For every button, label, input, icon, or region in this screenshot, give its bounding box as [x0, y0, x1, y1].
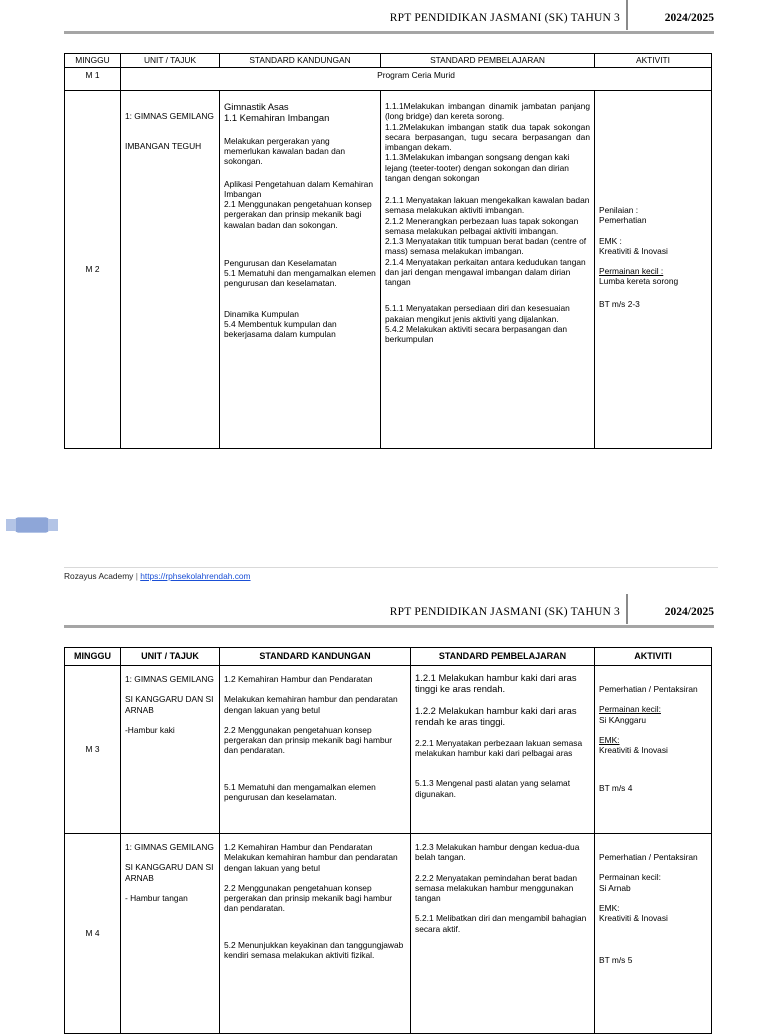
- penilaian-text: Pemerhatian / Pentaksiran: [599, 852, 698, 862]
- col-sk: STANDARD KANDUNGAN: [220, 648, 411, 666]
- page2-header: [64, 594, 714, 626]
- aktiviti-cell: [595, 834, 712, 1034]
- table-row-m3: [65, 666, 712, 834]
- table-header-row: [65, 648, 712, 666]
- week-cell: M 3: [65, 666, 121, 834]
- sp-item: 5.2.1 Melibatkan diri dan mengambil bahagian secara aktif.: [415, 913, 587, 934]
- sp-item: 2.2.2 Menyatakan pemindahan berat badan semasa melakukan hambur menggunakan tangan: [415, 872, 578, 903]
- header-rule: [64, 31, 714, 34]
- sk-item: Gimnastik Asas 1.1 Kemahiran Imbangan: [224, 101, 330, 124]
- program-cell: Program Ceria Murid: [121, 68, 712, 91]
- aktiviti-cell: [595, 666, 712, 834]
- col-sp: STANDARD PEMBELAJARAN: [411, 648, 595, 666]
- sp-item: 1.2.1 Melakukan hambur kaki dari aras tinggi ke aras rendah.: [415, 672, 577, 695]
- col-minggu: MINGGU: [65, 648, 121, 666]
- table-header-row: [65, 54, 712, 68]
- sk-item: 5.1 Mematuhi dan mengamalkan elemen pengurusan dan keselamatan.: [224, 781, 376, 802]
- col-unit: UNIT / TAJUK: [121, 54, 220, 68]
- sp-item: 1.1.1Melakukan imbangan dinamik jambatan panjang (long bridge) dan kereta sorong.: [385, 101, 590, 122]
- sp-item: 5.1.3 Mengenal pasti alatan yang selamat digunakan.: [415, 778, 571, 799]
- unit-line: 1: GIMNAS GEMILANG: [125, 674, 214, 684]
- header-title: RPT PENDIDIKAN JASMANI (SK) TAHUN 3: [389, 606, 620, 618]
- bt-text: BT m/s 4: [599, 783, 633, 794]
- sp-item: 5.1.1 Menyatakan persediaan diri dan kesesuaian pakaian mengikut jenis aktiviti yang dijalankan.: [385, 303, 570, 324]
- col-sk: STANDARD KANDUNGAN: [220, 54, 381, 68]
- bt-text: BT m/s 5: [599, 955, 633, 966]
- header-rule: [64, 625, 714, 628]
- header-year: 2024/2025: [664, 12, 714, 24]
- sp-item: 1.2.3 Melakukan hambur dengan kedua-dua belah tangan.: [415, 842, 580, 863]
- unit-line: -Hambur kaki: [125, 724, 175, 735]
- rpt-table-page2: [64, 647, 712, 1034]
- page-break-graphic: [6, 516, 58, 534]
- week-cell: M 1: [65, 68, 121, 91]
- header-divider: [626, 594, 628, 624]
- footer-rule: [64, 567, 718, 568]
- unit-cell: [121, 666, 220, 834]
- table-row-m4: [65, 834, 712, 1034]
- sk-item: Melakukan kemahiran hambur dan pendaratan dengan lakuan yang betul: [224, 694, 398, 715]
- sk-item: Melakukan pergerakan yang memerlukan kawalan badan dan sokongan.: [224, 135, 346, 167]
- penilaian-text: Penilaian : Pemerhatian: [599, 205, 647, 226]
- table-row-m1: [65, 68, 712, 91]
- footer-link[interactable]: https://rphsekolahrendah.com: [140, 571, 251, 581]
- sp-cell: [381, 91, 595, 449]
- sk-cell: [220, 91, 381, 449]
- emk-text: Kreativiti & Inovasi: [599, 745, 668, 755]
- header-year: 2024/2025: [664, 606, 714, 618]
- sk-item: 1.2 Kemahiran Hambur dan Pendaratan Melakukan kemahiran hambur dan pendaratan dengan lakuan yang betul: [224, 842, 398, 873]
- header-title: RPT PENDIDIKAN JASMANI (SK) TAHUN 3: [389, 12, 620, 24]
- sk-item: Dinamika Kumpulan 5.4 Membentuk kumpulan dan bekerjasama dalam kumpulan: [224, 308, 337, 340]
- table-row-m2: [65, 91, 712, 449]
- aktiviti-cell: [595, 91, 712, 449]
- permainan-text: Permainan kecil: Si Arnab: [599, 872, 661, 893]
- sp-cell: [411, 834, 595, 1034]
- unit-line: 1: GIMNAS GEMILANG: [125, 842, 214, 852]
- footer-separator: |: [135, 571, 138, 581]
- unit-cell: [121, 834, 220, 1034]
- sk-item: 2.2 Menggunakan pengetahuan konsep pergerakan dan prinsip mekanik bagi hambur dan pendaratan.: [224, 882, 393, 914]
- sp-item: 5.4.2 Melakukan aktiviti secara berpasangan dan berkumpulan: [385, 323, 568, 344]
- permainan-label: Permainan kecil :: [599, 266, 664, 276]
- col-aktiviti: AKTIVITI: [595, 54, 712, 68]
- sp-item: 1.2.2 Melakukan hambur kaki dari aras rendah ke aras tinggi.: [415, 704, 577, 728]
- col-unit: UNIT / TAJUK: [121, 648, 220, 666]
- sp-cell: [411, 666, 595, 834]
- permainan-label: Permainan kecil:: [599, 704, 661, 715]
- footer-name: Rozayus Academy: [64, 571, 134, 581]
- sp-item: 2.1.3 Menyatakan titik tumpuan berat badan (centre of mass) semasa melakukan imbangan.: [385, 236, 587, 257]
- sk-item: Pengurusan dan Keselamatan 5.1 Mematuhi dan mengamalkan elemen pengurusan dan keselamatan.: [224, 257, 376, 289]
- bt-text: BT m/s 2-3: [599, 298, 640, 309]
- sk-cell: [220, 666, 411, 834]
- permainan-text: Si KAnggaru: [599, 714, 647, 725]
- sk-item: 5.2 Menunjukkan keyakinan dan tanggungjawab kendiri semasa melakukan aktiviti fizikal.: [224, 939, 404, 960]
- sp-item: 2.1.2 Menerangkan perbezaan luas tapak sokongan semasa melakukan pelbagai aktiviti imbangan.: [385, 215, 579, 236]
- sp-item: 2.1.1 Menyatakan lakuan mengekalkan kawalan badan semasa melakukan aktiviti imbangan.: [385, 195, 590, 216]
- header-divider: [626, 0, 628, 30]
- col-minggu: MINGGU: [65, 54, 121, 68]
- unit-line: SI KANGGARU DAN SI ARNAB: [125, 694, 214, 715]
- unit-cell: [121, 91, 220, 449]
- rpt-table-page1: [64, 53, 712, 449]
- sp-item: 2.1.4 Menyatakan perkaitan antara kedudukan tangan dan jari dengan mengawal imbangan dalam dirian tangan: [385, 256, 586, 287]
- unit-line: SI KANGGARU DAN SI ARNAB: [125, 862, 214, 883]
- emk-label: EMK:: [599, 734, 620, 745]
- week-cell: M 4: [65, 834, 121, 1034]
- footer: [64, 571, 251, 581]
- unit-line: IMBANGAN TEGUH: [125, 141, 202, 152]
- sk-item: Aplikasi Pengetahuan dalam Kemahiran Imbangan 2.1 Menggunakan pengetahuan konsep pergerakan dan prinsip mekanik bagi kawalan badan dan sokongan.: [224, 178, 373, 230]
- sp-item: 2.2.1 Menyatakan perbezaan lakuan semasa melakukan hambur kaki dari pelbagai aras: [415, 737, 583, 759]
- sk-item: 1.2 Kemahiran Hambur dan Pendaratan: [224, 674, 373, 684]
- unit-line: 1: GIMNAS GEMILANG: [125, 111, 214, 121]
- sp-item: 1.1.3Melakukan imbangan songsang dengan kaki lejang (teeter-tooter) dengan sokongan dan dirian tangan dengan sokongan: [385, 152, 570, 183]
- col-sp: STANDARD PEMBELAJARAN: [381, 54, 595, 68]
- emk-text: EMK : Kreativiti & Inovasi: [599, 235, 668, 256]
- unit-line: - Hambur tangan: [125, 892, 188, 903]
- sk-cell: [220, 834, 411, 1034]
- week-cell: M 2: [65, 91, 121, 449]
- emk-text: EMK: Kreativiti & Inovasi: [599, 902, 668, 923]
- sk-item: 2.2 Menggunakan pengetahuan konsep pergerakan dan prinsip mekanik bagi hambur dan pendaratan.: [224, 724, 393, 756]
- permainan-text: Lumba kereta sorong: [599, 276, 679, 287]
- col-aktiviti: AKTIVITI: [595, 648, 712, 666]
- penilaian-text: Pemerhatian / Pentaksiran: [599, 684, 698, 694]
- page1-header: [64, 0, 714, 32]
- sp-item: 1.1.2Melakukan imbangan statik dua tapak sokongan secara berpasangan, tugu secara berpasangan dan imbangan dekam.: [385, 121, 590, 152]
